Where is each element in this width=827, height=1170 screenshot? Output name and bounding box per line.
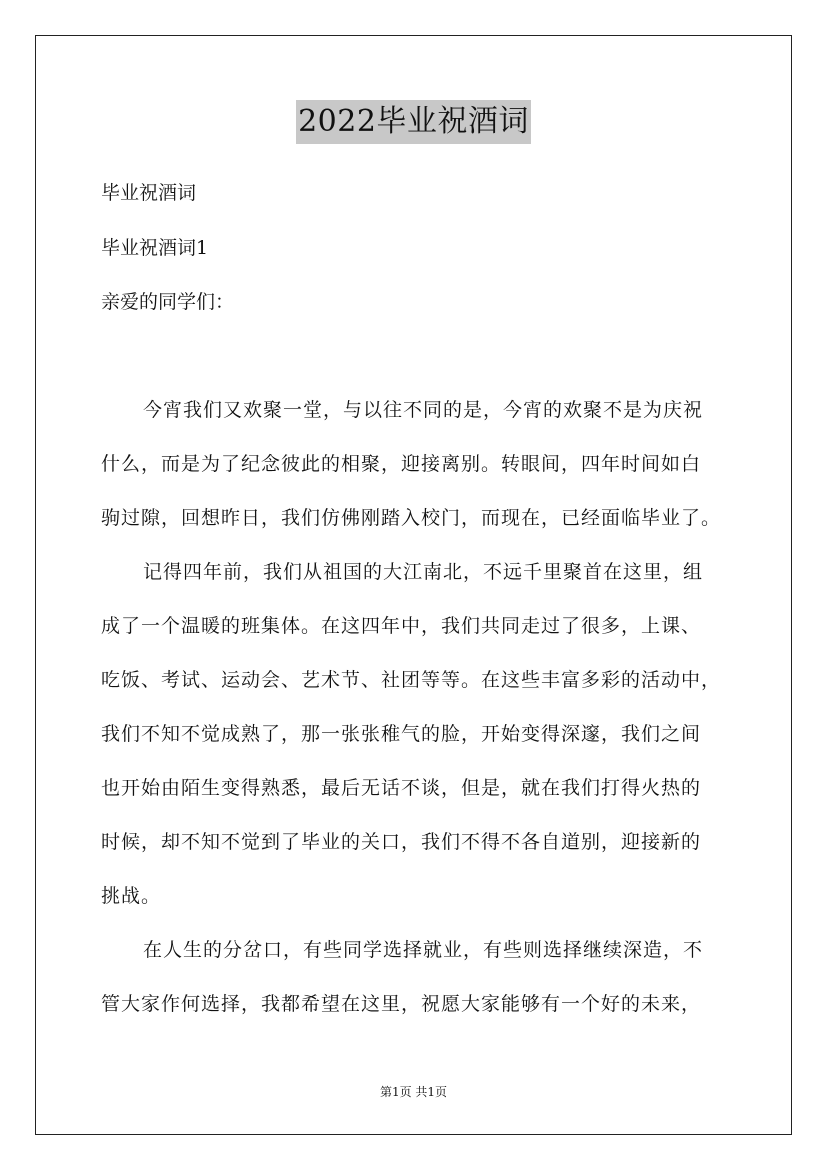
body-line: 时候，却不知不觉到了毕业的关口，我们不得不各自道别，迎接新的 (101, 831, 702, 853)
body-line: 吃饭、考试、运动会、艺术节、社团等等。在这些丰富多彩的活动中， (101, 669, 722, 691)
body-line: 什么，而是为了纪念彼此的相聚，迎接离别。转眼间，四年时间如白 (101, 453, 702, 475)
title-container (0, 100, 827, 144)
body-line: 今宵我们又欢聚一堂，与以往不同的是，今宵的欢聚不是为庆祝 (143, 399, 704, 421)
body-line: 我们不知不觉成熟了，那一张张稚气的脸，开始变得深邃，我们之间 (101, 723, 702, 745)
body-line: 在人生的分岔口，有些同学选择就业，有些则选择继续深造，不 (143, 939, 704, 961)
body-line: 记得四年前，我们从祖国的大江南北，不远千里聚首在这里，组 (143, 561, 704, 583)
body-line: 驹过隙，回想昨日，我们仿佛刚踏入校门，而现在，已经面临毕业了。 (101, 507, 722, 529)
salutation: 亲爱的同学们： (101, 291, 235, 313)
body-line: 管大家作何选择，我都希望在这里，祝愿大家能够有一个好的未来， (101, 993, 702, 1015)
document-subtitle: 毕业祝酒词 (101, 182, 197, 204)
document-title: 2022毕业祝酒词 (296, 100, 531, 144)
body-line: 成了一个温暖的班集体。在这四年中，我们共同走过了很多，上课、 (101, 615, 702, 637)
page-number-footer: 第1页 共1页 (379, 1085, 448, 1099)
section-heading: 毕业祝酒词1 (101, 237, 209, 259)
body-line: 也开始由陌生变得熟悉，最后无话不谈，但是，就在我们打得火热的 (101, 777, 702, 799)
body-line: 挑战。 (101, 885, 162, 907)
